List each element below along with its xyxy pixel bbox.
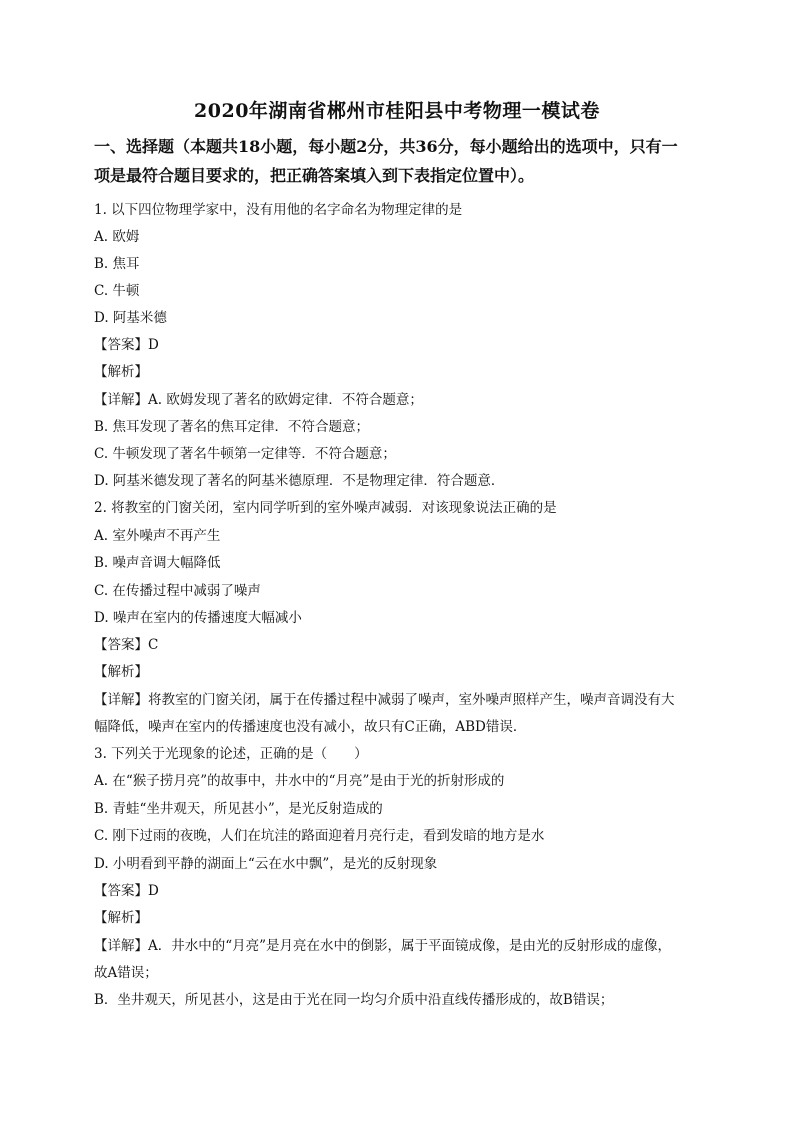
document-title: 2020年湖南省郴州市桂阳县中考物理一模试卷 bbox=[194, 100, 600, 122]
question-3-option-a: A. 在“猴子捞月亮”的故事中，井水中的“月亮”是由于光的折射形成的 bbox=[94, 773, 505, 789]
question-1-option-c: C. 牛顿 bbox=[94, 283, 140, 299]
question-3-detail-3: B．坐井观天，所见甚小，这是由于光在同一均匀介质中沿直线传播形成的，故B错误； bbox=[94, 992, 614, 1008]
question-2-answer: 【答案】C bbox=[94, 637, 159, 653]
question-2-analysis-label: 【解析】 bbox=[94, 664, 148, 680]
section-heading-line-2: 项是最符合题目要求的，把正确答案填入到下表指定位置中）。 bbox=[94, 166, 535, 185]
question-3-option-c: C. 刚下过雨的夜晚，人们在坑洼的路面迎着月亮行走，看到发暗的地方是水 bbox=[94, 828, 545, 844]
question-2-option-d: D. 噪声在室内的传播速度大幅减小 bbox=[94, 610, 302, 626]
question-1-answer: 【答案】D bbox=[94, 337, 159, 353]
question-3-option-d: D. 小明看到平静的湖面上“云在水中飘”，是光的反射现象 bbox=[94, 856, 438, 872]
question-1-option-b: B. 焦耳 bbox=[94, 256, 140, 272]
question-2-stem: 2. 将教室的门窗关闭，室内同学听到的室外噪声减弱．对该现象说法正确的是 bbox=[94, 500, 557, 516]
question-1-option-d: D. 阿基米德 bbox=[94, 310, 167, 326]
question-1-detail-1: 【详解】A. 欧姆发现了著名的欧姆定律．不符合题意； bbox=[94, 392, 423, 408]
question-3-detail-2: 故A错误； bbox=[94, 965, 158, 981]
question-2-option-a: A. 室外噪声不再产生 bbox=[94, 528, 221, 544]
question-1-detail-2: B. 焦耳发现了著名的焦耳定律．不符合题意； bbox=[94, 419, 370, 435]
question-3-stem: 3. 下列关于光现象的论述，正确的是（ ） bbox=[94, 746, 368, 762]
question-3-detail-1: 【详解】A．井水中的“月亮”是月亮在水中的倒影，属于平面镜成像，是由光的反射形成的虚像， bbox=[94, 938, 672, 954]
question-1-detail-3: C. 牛顿发现了著名牛顿第一定律等．不符合题意； bbox=[94, 446, 396, 462]
question-1-detail-4: D. 阿基米德发现了著名的阿基米德原理．不是物理定律．符合题意． bbox=[94, 473, 505, 489]
question-2-option-b: B. 噪声音调大幅降低 bbox=[94, 555, 221, 571]
question-3-option-b: B. 青蛙“坐井观天，所见甚小”，是光反射造成的 bbox=[94, 801, 383, 817]
section-heading-line-1: 一、选择题（本题共18小题，每小题2分，共36分，每小题给出的选项中，只有一 bbox=[94, 137, 678, 156]
question-1-analysis-label: 【解析】 bbox=[94, 364, 148, 380]
question-1-stem: 1. 以下四位物理学家中，没有用他的名字命名为物理定律的是 bbox=[94, 202, 463, 218]
question-2-option-c: C. 在传播过程中减弱了噪声 bbox=[94, 583, 261, 599]
question-3-analysis-label: 【解析】 bbox=[94, 910, 148, 926]
question-1-option-a: A. 欧姆 bbox=[94, 229, 140, 245]
question-3-answer: 【答案】D bbox=[94, 883, 159, 899]
question-2-detail-1: 【详解】将教室的门窗关闭，属于在传播过程中减弱了噪声，室外噪声照样产生，噪声音调没有大 bbox=[94, 692, 675, 708]
question-2-detail-2: 幅降低，噪声在室内的传播速度也没有减小，故只有C正确，ABD错误． bbox=[94, 719, 527, 735]
